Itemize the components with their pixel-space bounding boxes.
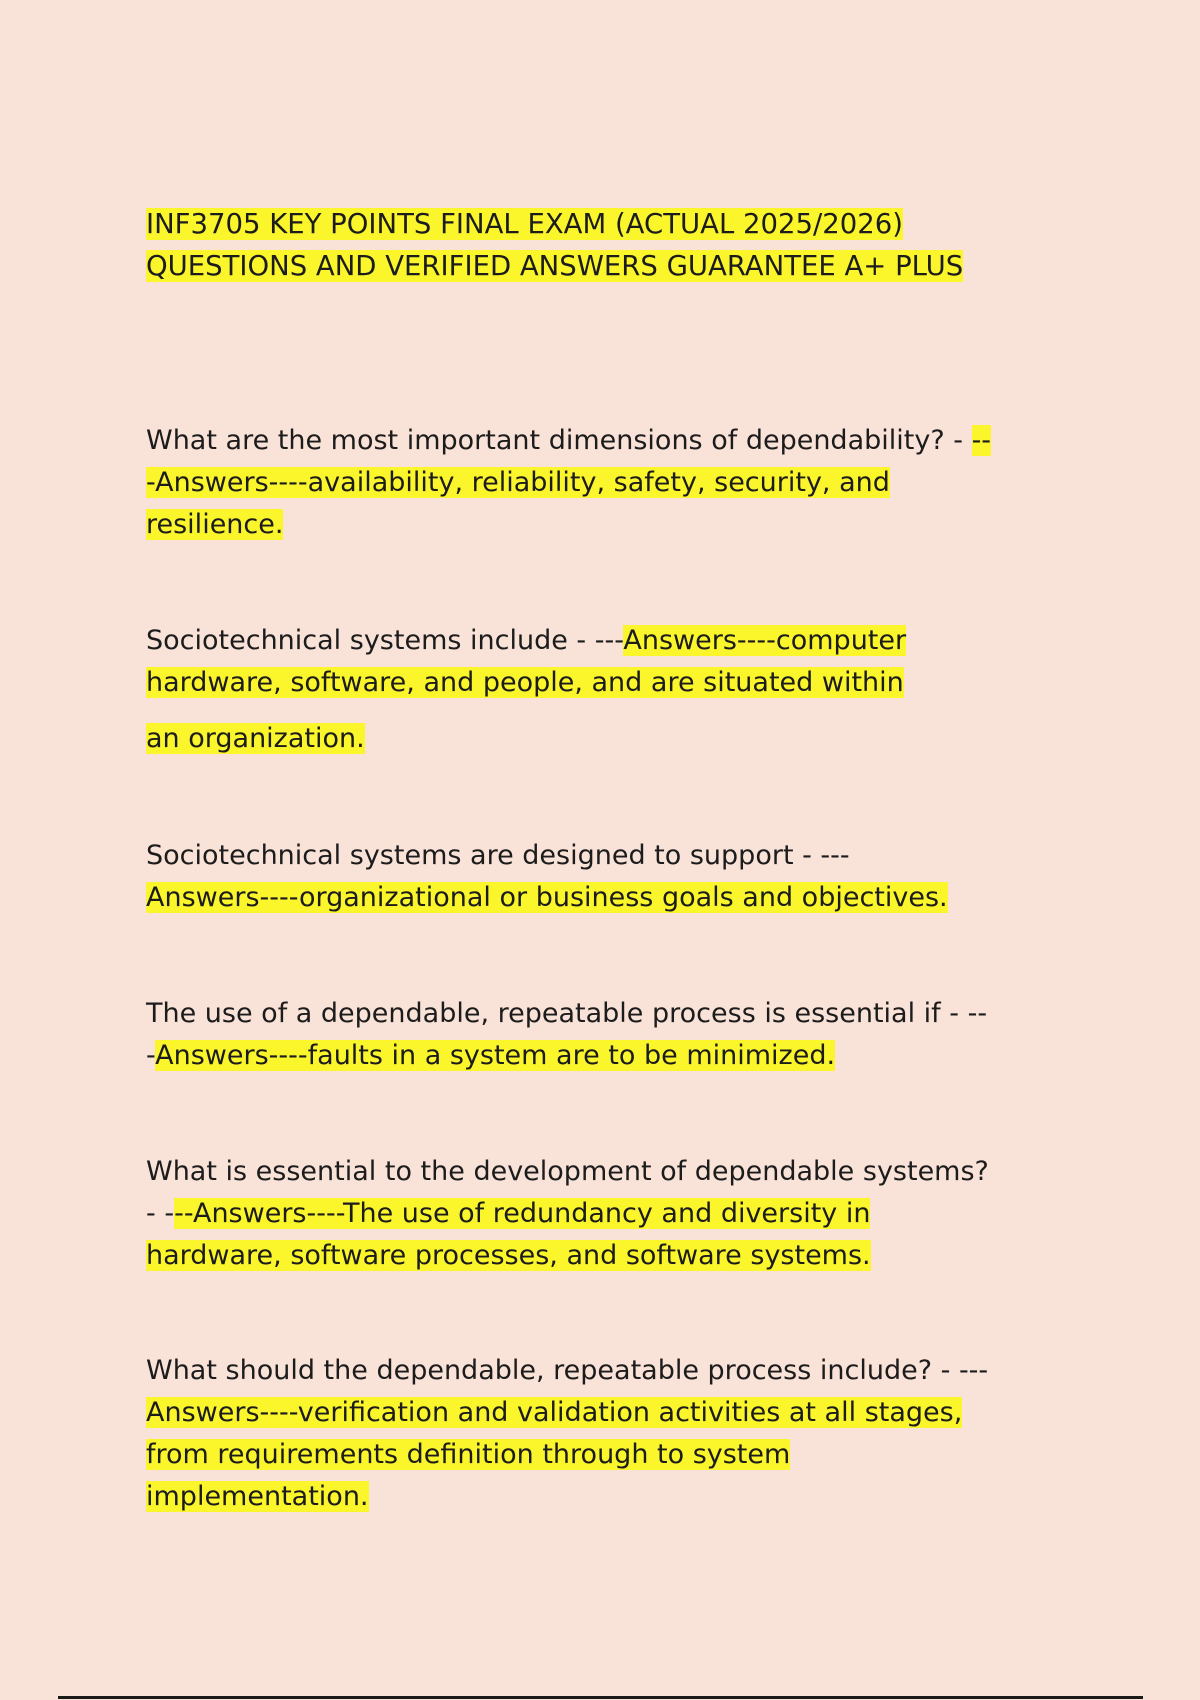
answer-text: -Answers----availability, reliability, safety, security, and — [146, 467, 890, 498]
answer-text: -- — [971, 425, 992, 456]
title-line-1: INF3705 KEY POINTS FINAL EXAM (ACTUAL 2025/2026) — [146, 208, 903, 240]
footer-divider — [58, 1696, 1143, 1699]
question-text: What is essential to the development of dependable systems? — [146, 1156, 989, 1187]
qa-item — [146, 993, 1076, 1077]
answer-text: Answers----verification and validation activities at all stages, — [146, 1397, 963, 1428]
qa-item — [146, 1350, 1076, 1518]
question-text: Sociotechnical systems include - --- — [146, 625, 624, 656]
question-text: - — [146, 1040, 156, 1071]
qa-item — [146, 1151, 1076, 1277]
answer-text: hardware, software, and people, and are situated within — [146, 667, 904, 698]
document-title — [146, 203, 1076, 287]
qa-item — [146, 620, 1076, 760]
qa-item — [146, 420, 1076, 546]
answer-text: implementation. — [146, 1481, 369, 1512]
question-text: - - — [146, 1198, 175, 1229]
answer-text: an organization. — [146, 723, 365, 754]
title-line-2: QUESTIONS AND VERIFIED ANSWERS GUARANTEE A+ PLUS — [146, 250, 964, 282]
qa-item — [146, 835, 1076, 919]
question-text: What should the dependable, repeatable process include? - --- — [146, 1355, 989, 1386]
answer-text: Answers----organizational or business goals and objectives. — [146, 882, 948, 913]
question-text: What are the most important dimensions of dependability? - — [146, 425, 972, 456]
answer-text: hardware, software processes, and software systems. — [146, 1240, 871, 1271]
answer-text: resilience. — [146, 509, 284, 540]
answer-text: Answers----computer — [623, 625, 907, 656]
question-text: Sociotechnical systems are designed to support - --- — [146, 840, 850, 871]
answer-text: --Answers----The use of redundancy and diversity in — [174, 1198, 871, 1229]
answer-text: from requirements definition through to system — [146, 1439, 791, 1470]
question-text: The use of a dependable, repeatable process is essential if - -- — [146, 998, 988, 1029]
answer-text: Answers----faults in a system are to be minimized. — [155, 1040, 836, 1071]
